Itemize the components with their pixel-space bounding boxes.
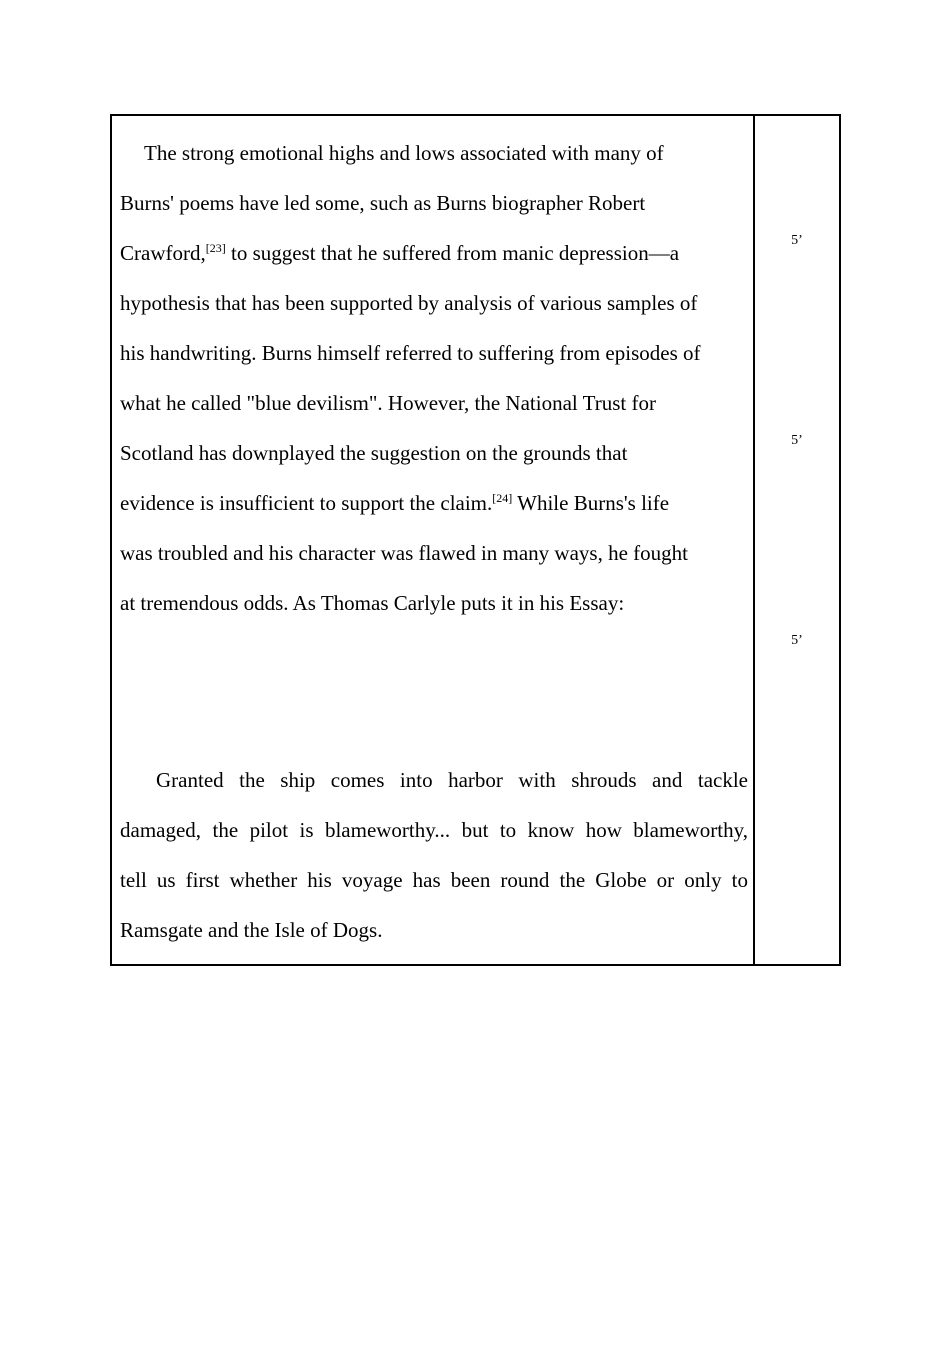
margin-mark: 5’ bbox=[791, 633, 803, 648]
margin-mark: 5’ bbox=[791, 433, 803, 448]
body-text: Scotland has downplayed the suggestion on the grounds that bbox=[120, 441, 628, 465]
body-line bbox=[120, 428, 750, 478]
body-text: his handwriting. Burns himself referred to suffering from episodes of bbox=[120, 341, 701, 365]
quote-line: damaged, the pilot is blameworthy... but to know how blameworthy, bbox=[120, 818, 748, 842]
quote-line: tell us first whether his voyage has been round the Globe or only to bbox=[120, 868, 748, 892]
body-text: was troubled and his character was flawed in many ways, he fought bbox=[120, 541, 688, 565]
body-text: Burns' poems have led some, such as Burns biographer Robert bbox=[120, 191, 646, 215]
body-text: While Burns's life bbox=[512, 491, 670, 515]
body-text: to suggest that he suffered from manic depression—a bbox=[225, 241, 680, 265]
body-line bbox=[120, 228, 750, 278]
body-text: evidence is insufficient to support the claim. bbox=[120, 491, 493, 515]
body-text: what he called "blue devilism". However, the National Trust for bbox=[120, 391, 656, 415]
quote-line: Ramsgate and the Isle of Dogs. bbox=[120, 918, 383, 942]
margin-mark: 5’ bbox=[791, 233, 803, 248]
body-text: Crawford, bbox=[120, 241, 206, 265]
body-text: The strong emotional highs and lows associated with many of bbox=[144, 141, 664, 165]
body-line bbox=[120, 128, 750, 178]
text-table bbox=[110, 114, 841, 966]
body-paragraph bbox=[120, 128, 750, 628]
body-line bbox=[120, 578, 750, 628]
quote-line: Granted the ship comes into harbor with shrouds and tackle bbox=[156, 768, 748, 792]
body-line bbox=[120, 278, 750, 328]
body-line bbox=[120, 178, 750, 228]
citation-23[interactable]: [23] bbox=[205, 241, 226, 255]
body-line bbox=[120, 478, 750, 528]
body-text: at tremendous odds. As Thomas Carlyle puts it in his Essay: bbox=[120, 591, 625, 615]
body-line bbox=[120, 378, 750, 428]
margin-column bbox=[755, 116, 839, 964]
citation-24[interactable]: [24] bbox=[492, 491, 513, 505]
body-text: hypothesis that has been supported by analysis of various samples of bbox=[120, 291, 698, 315]
body-line bbox=[120, 328, 750, 378]
body-line bbox=[120, 528, 750, 578]
